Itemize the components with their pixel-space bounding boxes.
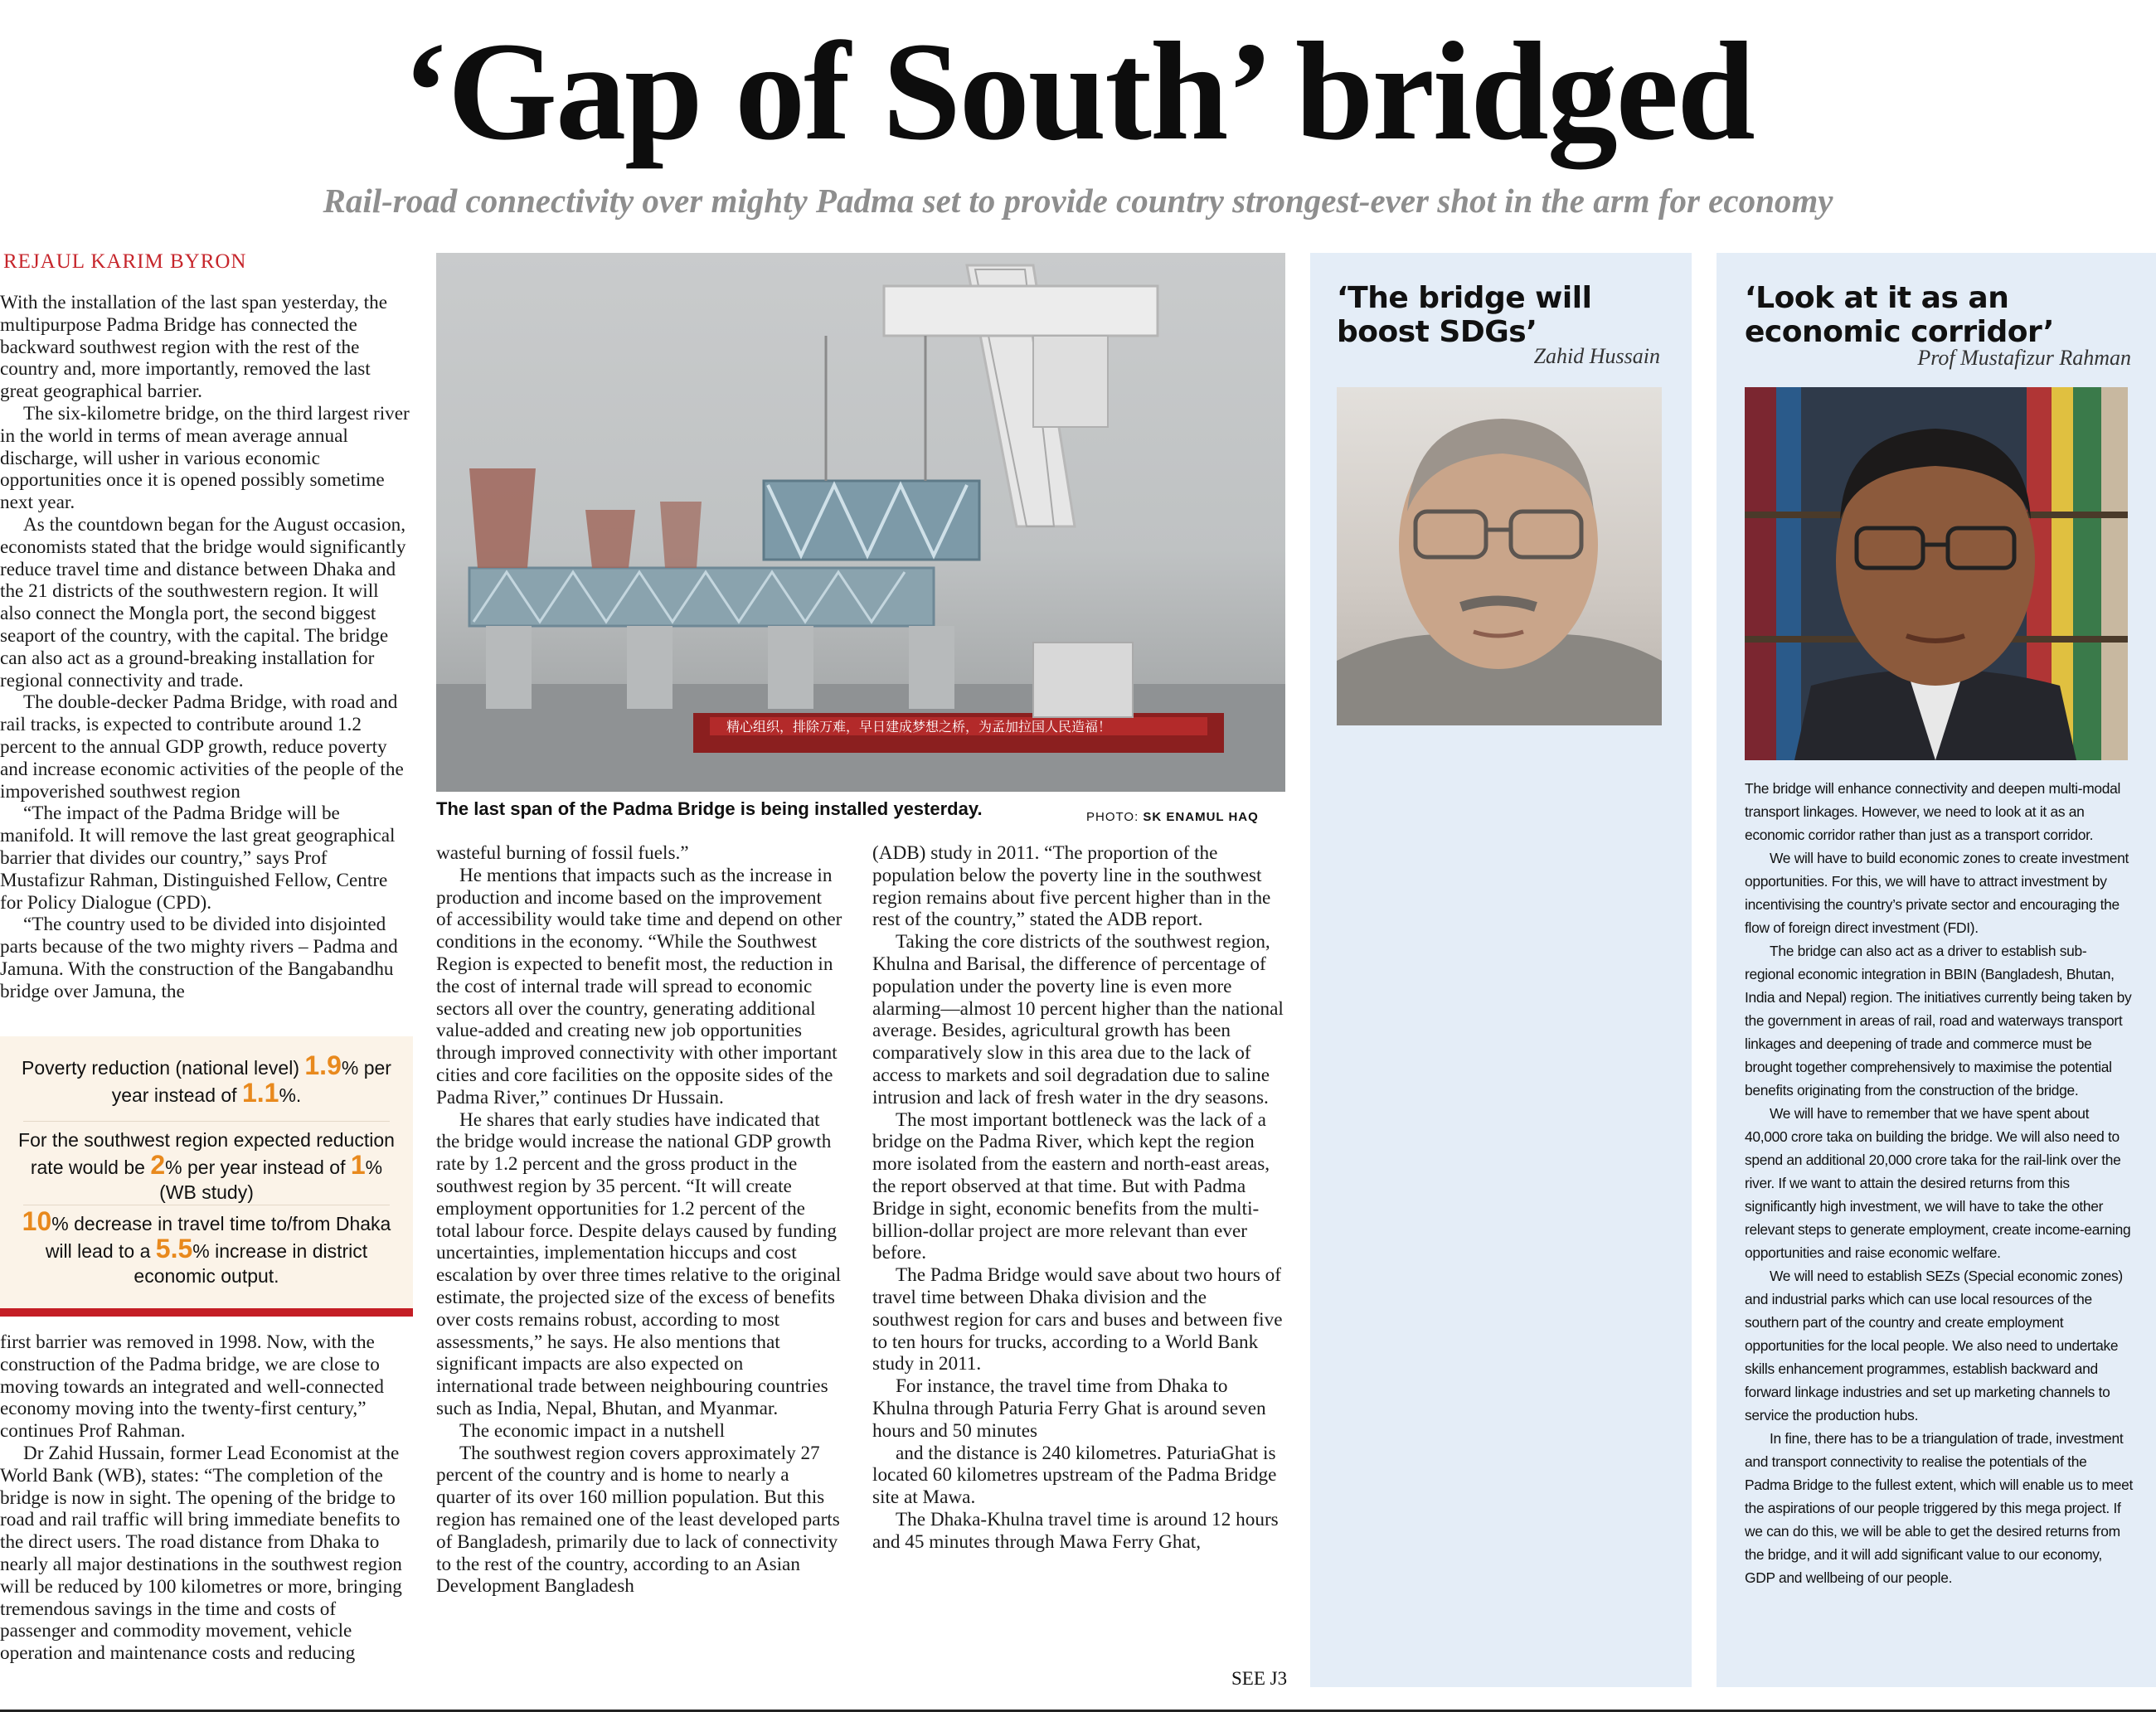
paragraph: He shares that early studies have indicated that the bridge would increase the national GDP growth rate by 1.2 percent and the gross product in the southwest region by 35 percent. “It will create employment opportunities for 1.2 percent of the total labour force. Despite delays caused by funding uncertainties, implementation hiccups and cost escalation by over three times relative to the original estimate, the projected size of the excess of benefits over costs remains robust, according to most assessments,” he says. He also mentions that significant impacts are also expected on international trade between neighbouring countries such as India, Nepal, Bhutan, and Myanmar. [436,1108,842,1419]
paragraph: Taking the core districts of the southwest region, Khulna and Barisal, the difference of percentage of population under the poverty line is even more alarming—almost 10 percent higher than the national average. Besides, agricultural growth has been comparatively slow in this area due to the lack of access to markets and soil degradation due to saline intrusion and lack of fresh water in the dry seasons. [872,931,1284,1108]
headline: ‘Gap of South’ bridged [402,13,1754,169]
paragraph: The six-kilometre bridge, on the third largest river in the world in terms of mean average annual discharge, will usher in various economic opportunities once it is opened possibly sometime next year. [0,402,410,514]
paragraph: In fine, there has to be a triangulation of trade, investment and transport connectivity to realise the potentials of the Padma Bridge to the fullest extent, which will enable us to meet the aspirations of our people triggered by this mega project. If we can do this, we will be able to get the desired returns from the bridge, and it will add significant value to our economy, GDP and wellbeing of our people. [1745,1430,2134,1586]
paragraph: “The impact of the Padma Bridge will be manifold. It will remove the last great geographical barrier that divides our country,” says Prof Mustafizur Rahman, Distinguished Fellow, Centre for Policy Dialogue (CPD). [0,803,396,914]
photo-caption: The last span of the Padma Bridge is being installed yesterday. [436,798,983,819]
paragraph: (ADB) study in 2011. “The proportion of the population below the poverty line in the southwest region remains about five percent higher than in the rest of the country,” stated the ADB report. [872,842,1271,931]
paragraph: first barrier was removed in 1998. Now, with the construction of the Padma bridge, we are close to moving towards an integrated and well-connected economy moving into the twenty-first century,” continues Prof Rahman. [0,1331,384,1443]
deck-subheadline: Rail-road connectivity over mighty Padma set to provide country strongest-ever shot in the arm for economy [323,182,1833,220]
article-column-2 [436,842,842,1598]
quote-title: ‘The bridge will boost SDGs’ [1337,281,1592,349]
red-rule [0,1308,413,1317]
article-column-1-bottom [0,1331,411,1665]
see-more-jump: SEE J3 [1231,1668,1288,1689]
paragraph: We will need to establish SEZs (Special economic zones) and industrial parks which can use local resources of the southern part of the country and create employment opportunities for the local people. We also need to undertake skills enhancement programmes, establish backward and forward linkage industries and set up marketing channels to service the production hubs. [1745,1268,2123,1423]
sidebar-mustafizur-rahman [1717,253,2156,1687]
sidebar-zahid-hussain [1310,253,1692,1687]
article-column-3 [872,842,1285,1554]
paragraph: Dr Zahid Hussain, former Lead Economist at the World Bank (WB), states: “The completion of the bridge is now in sight. The opening of the bridge to road and rail traffic will bring immediate benefits to the direct users. The road distance from Dhaka to nearly all major destinations in the southwest region will be reduced by 100 kilometres or more, bringing tremendous savings in the time and costs of passenger and commodity movement, vehicle operation and maintenance costs and reducing [0,1442,402,1665]
paragraph: We will have to remember that we have spent about 40,000 crore taka on building the bridge. We will also need to spend an additional 20,000 crore taka for the rail-link over the river. If we want to attain the desired returns from this significantly high investment, we will have to take the other relevant steps to generate employment, create income-earning opportunities and raise economic welfare. [1745,1105,2131,1261]
paragraph: The Padma Bridge would save about two hours of travel time between Dhaka division and the southwest region for cars and buses and between five to ten hours for trucks, according to a World Bank study in 2011. [872,1264,1283,1375]
quote-author: Prof Mustafizur Rahman [1917,346,2131,370]
article-column-1-top [0,292,411,1003]
portrait-zahid-hussain [1337,387,1662,725]
fact-poverty-southwest: For the southwest region expected reduction rate would be 2% per year instead of 1% (WB study) [18,1129,395,1203]
bridge-photo-illustration [436,253,1285,792]
subheading: The economic impact in a nutshell [459,1419,726,1442]
paragraph: The southwest region covers approximately 27 percent of the country and is home to nearly a quarter of its over 160 million population. But this region has remained one of the least developed parts of Bangladesh, primarily due to lack of connectivity to the rest of the country, according to an Asian Development Bangladesh [436,1442,840,1598]
fact-travel-time: 10% decrease in travel time to/from Dhaka will lead to a 5.5% increase in district economic output. [22,1206,391,1287]
paragraph: For instance, the travel time from Dhaka to Khulna through Paturia Ferry Ghat is around seven hours and 50 minutes [872,1375,1266,1442]
paragraph: He mentions that impacts such as the increase in production and income based on the improvement of accessibility would take time and depend on other conditions in the economy. “While the Southwest Region is expected to benefit most, the reduction in the cost of internal trade will spread to economic sectors all over the country, generating additional value-added and creating new job opportunities through improved connectivity with other important cities and core facilities on the opposite sides of the Padma River,” continues Dr Hussain. [436,864,842,1108]
quote-title: ‘Look at it as an economic corridor’ [1745,281,2054,349]
paragraph: The most important bottleneck was the lack of a bridge on the Padma River, which kept the region more isolated from the eastern and north-east areas, the report observed at that time. But with Padma Bridge in sight, economic benefits from the multi-billion-dollar project are more relevant than ever before. [872,1108,1270,1264]
fact-box [0,1036,413,1314]
paragraph: As the countdown began for the August occasion, economists stated that the bridge would significantly reduce travel time and distance between Dhaka and the 21 districts of the southwestern region. It will also connect the Mongla port, the second biggest seaport of the country, with the capital. The bridge can also act as a ground-breaking installation for regional connectivity and trade. [0,513,406,691]
bridge-photo [436,253,1285,792]
paragraph: and the distance is 240 kilometres. PaturiaGhat is located 60 kilometres upstream of the Padma Bridge site at Mawa. [872,1442,1277,1509]
paragraph: “The country used to be divided into disjointed parts because of the two mighty rivers – Padma and Jamuna. With the construction of the Bangabandhu bridge over Jamuna, the [0,914,398,1002]
fact-poverty-national: Poverty reduction (national level) 1.9% per year instead of 1.1%. [22,1050,391,1108]
paragraph: With the installation of the last span yesterday, the multipurpose Padma Bridge has connected the backward southwest region with the rest of the country and, more importantly, removed the last great geographical barrier. [0,292,387,403]
fact-divider [23,1121,390,1122]
barge-banner-text: 精心组织，排除万难，早日建成梦想之桥，为孟加拉国人民造福！ [726,719,1112,735]
quote-author: Zahid Hussain [1533,344,1660,368]
paragraph: The bridge can also act as a driver to establish sub-regional economic integration in BBIN (Bangladesh, Bhutan, India and Nepal) region. The initiatives currently being taken by the government in areas of rail, road and waterways transport linkages and deepening of trade and commerce must be brought together comprehensively to maximise the potential benefits originating from the construction of the bridge. [1745,943,2132,1098]
paragraph: The bridge will enhance connectivity and deepen multi-modal transport linkages. However, we need to look at it as an economic corridor rather than just as a transport corridor. [1745,780,2121,843]
paragraph: The double-decker Padma Bridge, with road and rail tracks, is expected to contribute around 1.2 percent to the annual GDP growth, reduce poverty and increase economic activities of the people of the impoverished southwest region [0,691,404,803]
interview-body [1745,777,2134,1589]
byline: REJAUL KARIM BYRON [3,250,247,273]
paragraph: We will have to build economic zones to create investment opportunities. For this, we will have to attract investment by incentivising the country’s private sector and encouraging the flow of foreign direct investment (FDI). [1745,850,2129,936]
photo-credit: PHOTO: SK ENAMUL HAQ [1086,810,1259,824]
paragraph: wasteful burning of fossil fuels.” [436,842,689,864]
paragraph: The Dhaka-Khulna travel time is around 12 hours and 45 minutes through Mawa Ferry Ghat, [872,1508,1279,1553]
portrait-mustafizur-rahman [1745,387,2128,760]
